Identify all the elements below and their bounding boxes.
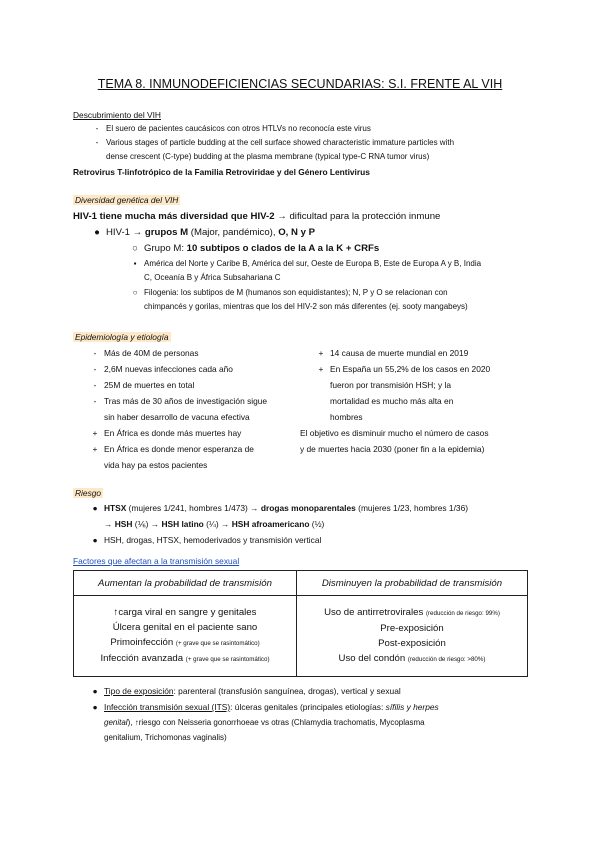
epi-right-item: + 14 causa de muerte mundial en 2019 bbox=[318, 348, 469, 358]
aumentan-item: ↑carga viral en sangre y genitales bbox=[113, 607, 257, 618]
factores-table bbox=[73, 570, 528, 677]
grupo-m: ○ Grupo M: 10 subtipos o clados de la A a la K + CRFs bbox=[132, 243, 380, 254]
its-cont: genital), ↑riesgo con Neisseria gonorrhoeae vs otras (Chlamydia trachomatis, Mycoplasma bbox=[104, 718, 425, 727]
epi-left-item: + En África es donde más muertes hay bbox=[92, 428, 242, 438]
epi-right-item: mortalidad es mucho más alta en bbox=[330, 396, 454, 406]
regions-cont: C, Oceanía B y África Subsahariana C bbox=[144, 273, 281, 282]
its: ● Infección transmisión sexual (ITS): úlceras genitales (principales etiologías: sífilis y herpes bbox=[92, 702, 439, 712]
descubrimiento-item: - El suero de pacientes caucásicos con otros HTLVs no reconocía este virus bbox=[95, 124, 371, 133]
col-disminuyen: Disminuyen la probabilidad de transmisión bbox=[296, 571, 527, 596]
disminuyen-item: Pre-exposición bbox=[380, 623, 444, 634]
aumentan-item: Infección avanzada (+ grave que se rasintomático) bbox=[100, 653, 270, 664]
objetivo-cont: y de muertes hacia 2030 (poner fin a la epidemia) bbox=[300, 444, 485, 454]
descubrimiento-heading: Descubrimiento del VIH bbox=[73, 110, 161, 120]
page-title: TEMA 8. INMUNODEFICIENCIAS SECUNDARIAS: S.I. FRENTE AL VIH bbox=[97, 77, 503, 91]
epi-left-item: - Más de 40M de personas bbox=[93, 348, 199, 358]
retrovirus-line: Retrovirus T-linfotrópico de la Familia Retroviridae y del Género Lentivirus bbox=[73, 167, 370, 177]
epi-left-item: + En África es donde menor esperanza de bbox=[92, 444, 254, 454]
hiv1-groups: ● HIV-1 → grupos M (Major, pandémico), O, N y P bbox=[94, 227, 316, 238]
col-aumentan: Aumentan la probabilidad de transmisión bbox=[74, 571, 297, 596]
regions: ▪ América del Norte y Caribe B, América del sur, Oeste de Europa B, Este de Europa A y B, India bbox=[133, 259, 482, 268]
riesgo-line-2: → HSH (⅙) → HSH latino (¼) → HSH afroamericano (½) bbox=[104, 519, 325, 529]
disminuyen-cell bbox=[296, 596, 527, 677]
epi-right-item: + En España un 55,2% de los casos en 2020 bbox=[318, 364, 491, 374]
filogenia: ○ Filogenia: los subtipos de M (humanos son equidistantes); N, P y O se relacionan con bbox=[132, 288, 448, 297]
epi-right-item: hombres bbox=[330, 412, 363, 422]
aumentan-item: Primoinfección (+ grave que se rasintomático) bbox=[110, 637, 260, 648]
diversidad-heading: Diversidad genética del VIH bbox=[75, 195, 179, 205]
riesgo-heading: Riesgo bbox=[75, 488, 102, 498]
epi-left-item: - 2,6M nuevas infecciones cada año bbox=[93, 364, 233, 374]
aumentan-item: Úlcera genital en el paciente sano bbox=[112, 622, 258, 633]
factores-heading: Factores que afectan a la transmisión sexual bbox=[73, 556, 240, 566]
objetivo: El objetivo es disminuir mucho el número de casos bbox=[300, 428, 489, 438]
its-cont-2: genitalium, Trichomonas vaginalis) bbox=[104, 733, 227, 742]
disminuyen-item: Uso de antirretrovirales (reducción de riesgo: 99%) bbox=[324, 607, 500, 618]
epi-right-item: fueron por transmisión HSH; y la bbox=[330, 380, 452, 390]
tipo-exposicion: ● Tipo de exposición: parenteral (transfusión sanguínea, drogas), vertical y sexual bbox=[92, 686, 401, 696]
riesgo-line-3: ● HSH, drogas, HTSX, hemoderivados y transmisión vertical bbox=[92, 535, 322, 545]
diversidad-intro: HIV-1 tiene mucha más diversidad que HIV-2 → dificultad para la protección inmune bbox=[73, 211, 441, 222]
descubrimiento-item: dense crescent (C-type) budding at the plasma membrane (typical type-C RNA tumor virus) bbox=[106, 152, 430, 161]
epi-left-item: sin haber desarrollo de vacuna efectiva bbox=[104, 412, 250, 422]
filogenia-cont: chimpancés y gorilas, mientras que los del HIV-2 son más diferentes (ej. sooty mangabeys) bbox=[144, 302, 468, 311]
epi-left-item: - 25M de muertes en total bbox=[93, 380, 195, 390]
descubrimiento-item: - Various stages of particle budding at the cell surface showed characteristic immature particles with bbox=[95, 138, 455, 147]
epidemiologia-heading: Epidemiología y etiología bbox=[75, 332, 169, 342]
disminuyen-item: Uso del condón (reducción de riesgo: >80%) bbox=[338, 653, 486, 664]
riesgo-line-1: ● HTSX (mujeres 1/241, hombres 1/473) → drogas monoparentales (mujeres 1/23, hombres 1/36) bbox=[92, 503, 469, 513]
disminuyen-item: Post-exposición bbox=[378, 638, 446, 649]
epi-left-item: - Tras más de 30 años de investigación sigue bbox=[93, 396, 268, 406]
epi-left-item: vida hay pa estos pacientes bbox=[104, 460, 208, 470]
aumentan-cell bbox=[74, 596, 297, 677]
